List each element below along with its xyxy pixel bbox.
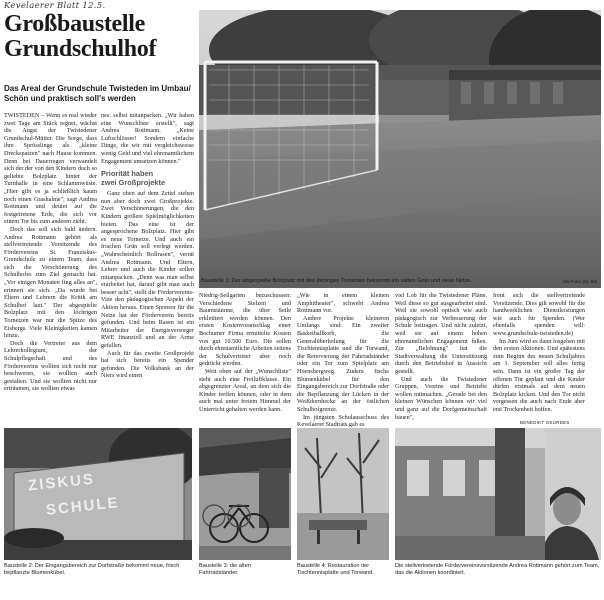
paragraph: freut sich die stellvertretende Vorsitzende. Dies gilt sowohl für die handwerklichen Dienstleistungen wie auch für Spenden. (Wer ebenfalls spenden will: www.grundschule-twisteden.de) [493, 292, 585, 337]
paragraph: Niedrig-Seilgarten bezuschussen: Verschiedene Stelzen und Baumstämme, die über Seile erkletttert werden können. Den ersten Kostenvoranschlag einer Bochumer Firma ermittelte Kosten von gut 10.500 Euro. Die sollen durch ehrenamtliche Arbeiten seitens der Schulvertreter aber noch gedrückt werden. [199, 292, 291, 368]
paragraph: Und auch die Twistedener Gruppen, Vereine und Betriebe wollen mitmachen. „Gerade bei den kleinen Wünschen können wir viel und ganz auf die Dorfgemeinschaft bauen", [395, 375, 487, 421]
article-column-1 [4, 112, 97, 422]
photo-bike-stands [199, 428, 291, 560]
photo-table-tennis [297, 428, 389, 560]
paragraph: Auch für das zweite Großprojekt hat sich bereits ein Spender gefunden. Die Volksbank an der Niers wird einen [101, 349, 194, 380]
table-tennis-image [297, 428, 389, 560]
main-photo-bolzplatz [199, 10, 601, 288]
article-column-5 [395, 292, 487, 427]
photo-caption-2: Baustelle 2: Der Eingangsbereich zur Dorfstraße bekommt neue, frisch bepflanzte Blumenkübel. [4, 563, 180, 576]
bolzplatz-photo-image [199, 10, 601, 288]
article-column-3 [199, 292, 291, 427]
photo-caption-5: Die stellvertretende Fördervereinsvorsitzende Andrea Rottmann gehört zum Team, das die Aktionen koordiniert. [395, 563, 600, 576]
author-byline: BENEDIKT GEURDES [520, 420, 570, 425]
photo-andrea-rottmann [395, 428, 601, 560]
subheadline: Das Areal der Grundschule Twisteden im Umbau/ Schön und praktisch soll's werden [4, 84, 191, 103]
paragraph: Im Juni wird es dann losgehen mit den ersten Aktionen. Und spätestens zum Beginn des neuen Schuljahres am 1. September soll alles fertig sein. Dann ist ein großer Tag der offenen Tür geplant und die Kinder dürfen erstmals auf dem neuen Bolzplatz kicken. Und den Tor nicht vergessen die auch nach Ende aber erst Trockenheit hoffen. [493, 337, 585, 413]
handwritten-source-note: Kevelaerer Blatt 12.5. [4, 1, 106, 11]
paragraph: „Wie in einem kleinen Amphitheater", schwebt Andrea Rottmann vor. [297, 292, 389, 315]
sign-text-line1: ZISKUS [27, 470, 96, 495]
article-column-2 [101, 112, 194, 422]
section-title-line2: zwei Großprojekte [101, 178, 166, 188]
headline-line2: Grundschulhof [4, 36, 157, 62]
paragraph: Andere Projekte kleineren Umfangs sind: Ein zweiter Basketballkorb, die Generalüberholung für die Tischtennisplatte und die Torwand, die Renovierung der Fahrradständer oder ein Tor zum Spielplatz am Hoensbergweg. Zudem fische Blumenkübel für den Eingangsbereich zur Dorfstraße oder die Bepflanzung der Lücken in der Weißdornhecke an der östlichen Schulhofgrenze. [297, 314, 389, 413]
andrea-rottmann-image [395, 428, 601, 560]
paragraph: TWISTEDEN – Wenn es mal wieder zwei Tage am Stück regnet, wächst die Angst der Twistedener Grundschul-Mütter. Die Sorge, dass ihre Sprösslinge als „kleine Dreckspatzen" nach Hause kommen. Denn bei Dauerregen verwandelt sich der der von den Kindern doch so geliebte Bolzplatz hinter der Turnhalle in eine Schlammwüste. „Hier gibt es ja schließlich kaum noch einen Grashalme", sagt Andrea Rottmann und deutet auf die festgetretene Erde, die sich vor einem Tor bis zum anderen zieht. [4, 112, 97, 226]
paragraph: Weit oben auf der „Wunschliste" steht auch eine Freiluftklasse. Ein abgegrenzter Areal, an dem sich die Kinder treffen können, oder in dem auch mal unter freiem Himmel der Unterricht gehalten werden kann. [199, 367, 291, 413]
paragraph: Doch die Vertreter aus dem Lehrerkollegium, der Schulpflegschaft und des Fördervereins wollten sich nicht nur beschweren, sie wollten auch gestalten. Und sie wollten nicht nur erträumen, sie wollten etwas [4, 339, 97, 393]
section-title [101, 169, 194, 187]
photo-school-sign [4, 428, 192, 560]
article-column-6 [493, 292, 585, 420]
paragraph: nes: selbst mitanpacken. „Wir haben eine Wunschliste erstellt", sagt Andrea Rottmann. „Keine Luftschlösser! Sondern einfache Dinge, die wir mit vergleichsweise wenig Geld und viel ehrenamtlichem Engagement umsetzen können." [101, 112, 194, 165]
paragraph: Im jüngsten Schulausschuss des Kevelaerer Stadtrats gab es [297, 413, 389, 427]
photo-credit: KB-Fotos (5): BG [563, 279, 597, 284]
paragraph: viel Lob für die Twistedener Pläne. Weil diese so gut ausgearbeitet sind. Weil sie sowohl optisch wie auch pädagogisch zur Verbesserung der Schule beitragen. Und nicht zuletzt, weil sie auf einem hohen ehrenamtlichen Engagement fußen. Zur „Belohnung" hat die Stadtverwaltung die Unterstützung durch den Betriebshof in Aussicht gestellt. [395, 292, 487, 375]
main-photo-caption: Baustelle 1: Der abgespielte Bolzplatz mit den löchrigen Tornetzen bekommt ein sattes Grün und neue Netze. [201, 278, 473, 285]
section-title-line1: Priorität haben [101, 169, 154, 179]
paragraph: Doch das soll sich bald ändern. Andrea Rottmann gehört als stellvertretende Vorsitzende des Fördervereins St. Franziskus-Grundschule zu einem Team, dass sich die Verschönerung des Schulhofes zum Ziel gemacht hat. „Vor einigen Monaten fing alles an", erinnert sie sich. „Da wurde bei Eltern und Lehrern die Kritik am Schulhof laut." Der abgespielte Bolzplatz mit den löchrigen Tornetzen war nur die Spitze des Eisbergs. Viele Kleinigkeiten kamen hinzu. [4, 225, 97, 340]
paragraph: Ganz oben auf dem Zettel stehen nun aber doch zwei Großprojekte. Zwei Verschönerungen, die den Kindern größere Spielmöglichkeiten bieten. Das eine ist der angesprochene Bolzplatz. Hier gibt es neue Tornetze. Und auch ein frischen Grün soll verlegt werden. „Wahrscheinlich Rollrasen", verrät Andrea Rottmann. Und Eltern, Lehrer und auch die Kinder sollen mitanpacken. „Denn was man selbst erarbeitet hat, darauf gibt man auch besser acht", stellt die Fördervereins-Vize den pädagogischen Aspekt der Aktion heraus. Einen Sponsor für die Netze hat der Förderverein bereits gefunden. Und beim Rasen ist ein Mitarbeiter der Energieversorger RWE finanziell und an der Arme gefallen. [101, 190, 194, 350]
article-column-4 [297, 292, 389, 427]
headline-line1: Großbaustelle [4, 11, 146, 37]
sign-text-line2: SCHULE [45, 494, 121, 519]
photo-caption-3: Baustelle 3: die alten Fahrradständer. [199, 563, 251, 576]
headline [4, 12, 194, 62]
bike-stands-image [199, 428, 291, 560]
photo-caption-4: Baustelle 4: Restauration der Tischtennisplatte und Torwand. [297, 563, 374, 576]
